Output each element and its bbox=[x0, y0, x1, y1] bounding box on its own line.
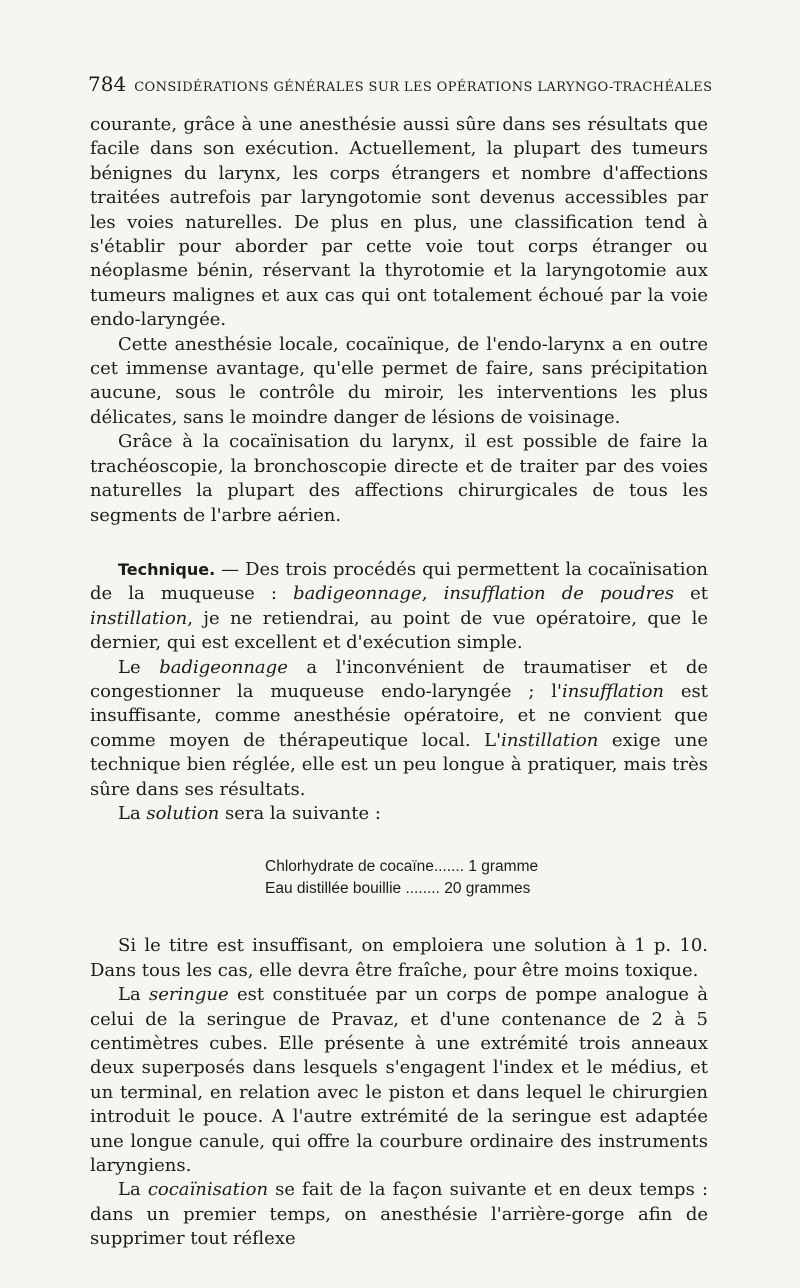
paragraph-technique: Technique. — Des trois procédés qui permettent la cocaïnisation de la muqueuse : badigeonnage, insufflation de poudres et instillation, je ne retiendrai, au point de vue opératoire, que le dernier, qui est excellent et d'exécution simple. bbox=[90, 558, 708, 654]
formula-line-2: Eau distillée bouillie ........ 20 grammes bbox=[265, 880, 531, 898]
running-title: CONSIDÉRATIONS GÉNÉRALES SUR LES OPÉRATIONS LARYNGO-TRACHÉALES bbox=[134, 80, 713, 95]
paragraph-1: courante, grâce à une anesthésie aussi sûre dans ses résultats que facile dans son exécution. Actuellement, la plupart des tumeurs bénignes du larynx, les corps étrangers et nombre d'affections traitées autrefois par laryngotomie sont devenus accessibles par les voies naturelles. De plus en plus, une classification tend à s'établir pour aborder par cette voie tout corps étranger ou néoplasme bénin, réservant la thyrotomie et la laryngotomie aux tumeurs malignes et aux cas qui ont totalement échoué par la voie endo-laryngée. bbox=[90, 114, 708, 331]
paragraph-7: Si le titre est insuffisant, on emploiera une solution à 1 p. 10. Dans tous les cas, elle devra être fraîche, pour être moins toxique. bbox=[90, 935, 708, 981]
page-number: 784 bbox=[88, 72, 127, 96]
section-heading: Technique. bbox=[118, 559, 216, 579]
paragraph-8: La seringue est constituée par un corps de pompe analogue à celui de la seringue de Pravaz, et d'une contenance de 2 à 5 centimètres cubes. Elle présente à une extrémité trois anneaux deux superposés dans lesquels s'engagent l'index et le médius, et un terminal, en relation avec le piston et dans lequel le chirurgien introduit le pouce. A l'autre extrémité de la seringue est adaptée une longue canule, qui offre la courbure ordinaire des instruments laryngiens. bbox=[90, 984, 708, 1177]
page-header bbox=[88, 72, 728, 98]
paragraph-5: Le badigeonnage a l'inconvénient de traumatiser et de congestionner la muqueuse endo-laryngée ; l'insufflation est insuffisante, comme anesthésie opératoire, et ne convient que comme moyen de thérapeutique local. L'instillation exige une technique bien réglée, elle est un peu longue à pratiquer, mais très sûre dans ses résultats. bbox=[90, 656, 708, 800]
formula-line-1: Chlorhydrate de cocaïne....... 1 gramme bbox=[265, 858, 539, 876]
paragraph-3: Grâce à la cocaïnisation du larynx, il est possible de faire la trachéoscopie, la bronchoscopie directe et de traiter par des voies naturelles la plupart des affections chirurgicales de tous les segments de l'arbre aérien. bbox=[90, 431, 708, 526]
paragraph-2: Cette anesthésie locale, cocaïnique, de l'endo-larynx a en outre cet immense avantage, qu'elle permet de faire, sans précipitation aucune, sous le contrôle du miroir, les interventions les plus délicates, sans le moindre danger de lésions de voisinage. bbox=[90, 333, 708, 428]
paragraph-9: La cocaïnisation se fait de la façon suivante et en deux temps : dans un premier temps, on anesthésie l'arrière-gorge afin de supprimer tout réflexe bbox=[90, 1179, 709, 1250]
formula bbox=[265, 856, 708, 900]
body-text bbox=[90, 113, 708, 1252]
paragraph-6: La solution sera la suivante : bbox=[118, 802, 381, 824]
